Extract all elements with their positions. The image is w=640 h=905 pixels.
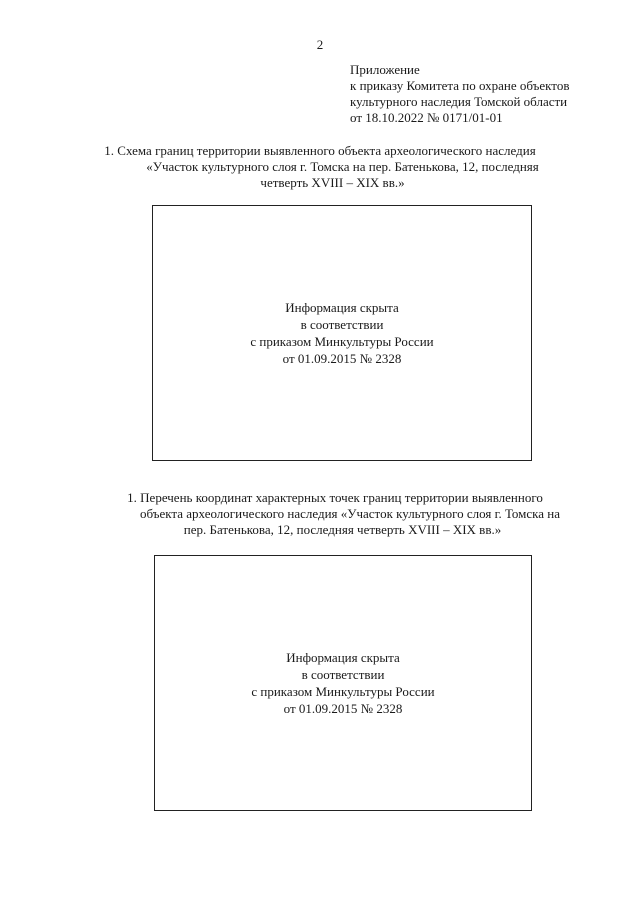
appendix-header <box>350 62 569 126</box>
heading-line: «Участок культурного слоя г. Томска на пер. Батенькова, 12, последняя <box>146 159 539 174</box>
heading-line: 1. Схема границ территории выявленного объекта археологического наследия <box>104 143 536 158</box>
appendix-line: культурного наследия Томской области <box>350 94 568 109</box>
hidden-info-line: от 01.09.2015 № 2328 <box>282 351 402 366</box>
appendix-line: от 18.10.2022 № 0171/01-01 <box>350 110 503 125</box>
hidden-info-line: Информация скрыта <box>286 650 400 665</box>
heading-line: 1. Перечень координат характерных точек границ территории выявленного <box>127 490 543 505</box>
hidden-info-box-1 <box>152 205 532 461</box>
heading-line: четверть XVIII – XIX вв.» <box>260 175 405 190</box>
hidden-info-line: с приказом Минкультуры России <box>250 334 434 349</box>
appendix-line: Приложение <box>350 62 420 77</box>
heading-line: объекта археологического наследия «Участок культурного слоя г. Томска на <box>139 506 561 521</box>
section-2-heading <box>0 490 640 538</box>
heading-line: пер. Батенькова, 12, последняя четверть XVIII – XIX вв.» <box>183 522 502 537</box>
hidden-info-line: от 01.09.2015 № 2328 <box>283 701 403 716</box>
page-number: 2 <box>316 37 324 52</box>
hidden-info-line: в соответствии <box>300 317 384 332</box>
hidden-info-box-2 <box>154 555 532 811</box>
section-1-heading <box>0 143 640 191</box>
hidden-info-line: Информация скрыта <box>285 300 399 315</box>
appendix-line: к приказу Комитета по охране объектов <box>350 78 570 93</box>
hidden-info-line: с приказом Минкультуры России <box>251 684 435 699</box>
hidden-info-line: в соответствии <box>301 667 385 682</box>
